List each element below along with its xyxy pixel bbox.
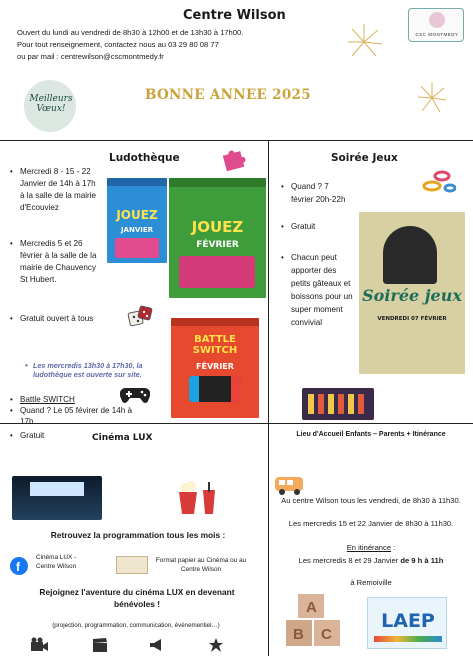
soiree-title: Soirée Jeux bbox=[331, 152, 398, 164]
cinema-screen bbox=[30, 482, 84, 496]
monopoly-man-icon bbox=[383, 226, 437, 284]
svg-text:f: f bbox=[16, 560, 20, 574]
battle-gratuit: • Gratuit bbox=[10, 431, 45, 440]
paper-program-label: Format papier au Cinéma ou au Centre Wilson bbox=[155, 557, 247, 573]
popcorn-icon bbox=[175, 480, 219, 516]
laep-line-1: Au centre Wilson tous les vendredi, de 8h30 à 11h30. bbox=[281, 496, 461, 505]
poster-soiree-jeux bbox=[359, 212, 465, 374]
soiree-item-1: • Quand ? 7 février 20h-22h bbox=[281, 182, 346, 204]
fireworks-small-icon bbox=[412, 78, 452, 118]
divider-top bbox=[0, 140, 473, 141]
dice-icon bbox=[127, 304, 155, 330]
gamepad-icon bbox=[120, 384, 150, 404]
poster-soiree-title: Soirée jeux bbox=[362, 286, 462, 305]
bus-icon bbox=[273, 474, 307, 496]
poster-jouez-fevrier bbox=[169, 178, 266, 298]
divider-middle-bottom bbox=[268, 423, 269, 656]
poster-2-title: JOUEZ bbox=[191, 218, 244, 236]
poster-jouez-janvier bbox=[107, 178, 167, 263]
star-icon bbox=[208, 637, 224, 653]
ring-toss-icon bbox=[420, 164, 456, 194]
puzzle-icon bbox=[220, 145, 248, 171]
switch-console-icon bbox=[189, 376, 241, 402]
megaphone-icon bbox=[148, 637, 164, 653]
poster-1-title: JOUEZ bbox=[116, 208, 158, 222]
contact-email: ou par mail : centrewilson@cscmontmedy.fr bbox=[17, 52, 164, 61]
tree-icon bbox=[429, 12, 445, 28]
cinema-volunteer-call: Rejoignez l'aventure du cinéma LUX en devenant bénévoles ! bbox=[39, 587, 235, 609]
board-game-icon bbox=[300, 386, 376, 422]
laep-line-3: Les mercredis 8 et 29 Janvier de 9 h à 11h bbox=[298, 556, 444, 565]
logo-text: CSC MONTMEDY bbox=[415, 32, 459, 37]
soiree-item-3: • Chacun peut apporter des petits gâteaux et boissons pour un super moment convivial bbox=[281, 253, 353, 327]
battle-when: • Quand ? Le 05 févirer de 14h à 17h bbox=[10, 406, 133, 426]
paper-program-icon bbox=[116, 556, 148, 574]
ludotheque-title: Ludothèque bbox=[109, 152, 180, 164]
contact-phone: Pour tout renseignement, contactez nous au 03 29 80 08 77 bbox=[17, 40, 219, 49]
poster-soiree-sub: VENDREDI 07 FÉVRIER bbox=[377, 316, 447, 322]
ludo-note: • Les mercredis 13h30 à 17h30, la ludothèque est ouverte sur site. bbox=[25, 361, 143, 379]
new-year-banner: BONNE ANNEE 2025 bbox=[145, 87, 311, 103]
battle-switch-label: • Battle SWITCH bbox=[10, 395, 75, 404]
soiree-item-2: • Gratuit bbox=[281, 222, 316, 231]
laep-logo bbox=[367, 597, 447, 649]
laep-line-2: Les mercredis 15 et 22 Janvier de 8h30 à 11h30. bbox=[288, 519, 454, 528]
page-title: Centre Wilson bbox=[183, 8, 286, 23]
ludo-item-3: • Gratuit ouvert à tous bbox=[10, 314, 94, 323]
laep-title: Lieu d'Accueil Enfants – Parents + Itinérance bbox=[296, 431, 446, 438]
svg-text:B: B bbox=[293, 626, 304, 643]
poster-3-title: BATTLE SWITCH bbox=[192, 334, 238, 356]
cinema-room-image bbox=[12, 476, 102, 520]
poster-2-date: FÉVRIER bbox=[196, 240, 239, 250]
fireworks-icon bbox=[330, 20, 390, 65]
divider-middle-top bbox=[268, 140, 269, 423]
csc-logo bbox=[408, 8, 464, 42]
svg-text:C: C bbox=[321, 626, 332, 643]
poster-3-date: FÉVRIER bbox=[196, 362, 234, 371]
camera-icon bbox=[30, 637, 50, 653]
greeting-text: Meilleurs Vœux! bbox=[29, 94, 73, 114]
facebook-icon[interactable] bbox=[10, 557, 28, 575]
poster-battle-switch bbox=[171, 318, 259, 418]
laep-itinerance-label: En itinérance : bbox=[346, 543, 396, 552]
opening-hours: Ouvert du lundi au vendredi de 8h30 à 12h00 et de 13h30 à 17h00. bbox=[17, 28, 244, 37]
laep-line-4: à Remoiville bbox=[350, 578, 392, 587]
cinema-volunteer-roles: (projection, programmation, communication, évènementiel…) bbox=[52, 622, 220, 629]
laep-logo-text: LAEP bbox=[381, 610, 435, 632]
facebook-page-label[interactable]: Cinéma LUX - Centre Wilson bbox=[36, 554, 77, 570]
cinema-title: Cinéma LUX bbox=[92, 433, 153, 443]
clapperboard-icon bbox=[92, 637, 108, 653]
abc-blocks-icon bbox=[284, 592, 342, 650]
ludo-item-1: • Mercredi 8 - 15 - 22 Janvier de 14h à 17h à la salle de la mairie d'Ecouviez bbox=[10, 167, 97, 212]
poster-1-date: JANVIER bbox=[120, 226, 154, 234]
cinema-programme: Retrouvez la programmation tous les mois : bbox=[50, 530, 226, 540]
svg-text:A: A bbox=[306, 599, 317, 616]
ludo-item-2: • Mercredis 5 et 26 février à la salle de la mairie de Chauvency St Hubert. bbox=[10, 239, 97, 284]
